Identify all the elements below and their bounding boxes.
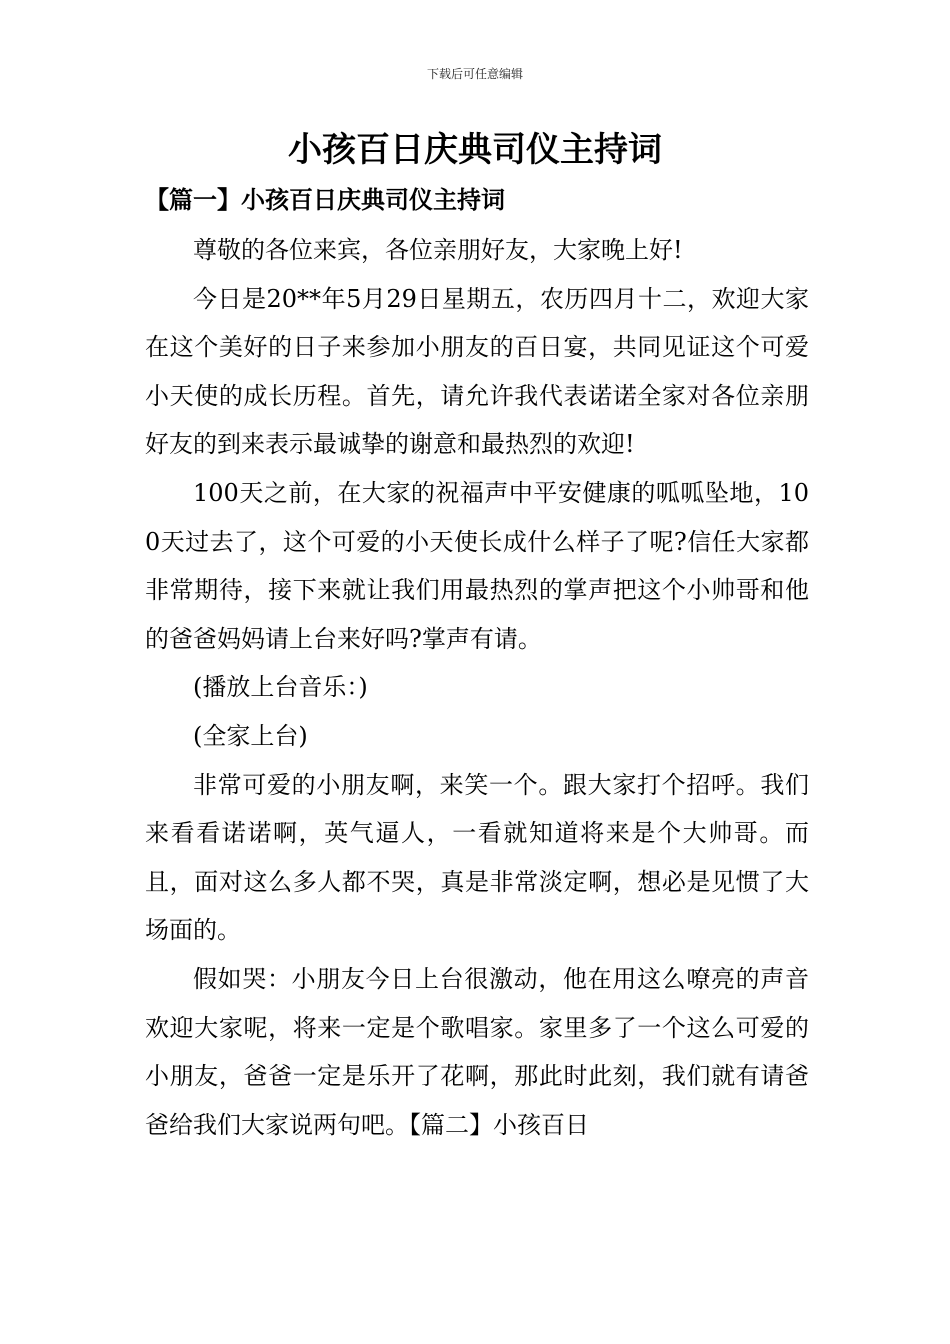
paragraph-welcome: 今日是20**年5月29日星期五，农历四月十二，欢迎大家在这个美好的日子来参加小朋友的百日宴，共同见证这个可爱小天使的成长历程。首先，请允许我代表诺诺全家对各位亲朋好友的到来表示最诚挚的谢意和最热烈的欢迎! — [145, 284, 809, 459]
paragraph-if-crying: 假如哭：小朋友今日上台很激动，他在用这么嘹亮的声音欢迎大家呢，将来一定是个歌唱家。家里多了一个这么可爱的小朋友，爸爸一定是乐开了花啊，那此时此刻，我们就有请爸爸给我们大家说两句吧。【篇二】小孩百日 — [145, 964, 809, 1139]
document-title: 小孩百日庆典司仪主持词 — [288, 130, 662, 170]
paragraph-hundred-days: 100天之前，在大家的祝福声中平安健康的呱呱坠地，100天过去了，这个可爱的小天使长成什么样子了呢?信任大家都非常期待，接下来就让我们用最热烈的掌声把这个小帅哥和他的爸爸妈妈请上台来好吗?掌声有请。 — [145, 478, 809, 653]
paragraph-greeting: 尊敬的各位来宾，各位亲朋好友，大家晚上好! — [193, 236, 683, 264]
section-heading: 【篇一】小孩百日庆典司仪主持词 — [145, 185, 505, 214]
paragraph-cute-baby: 非常可爱的小朋友啊，来笑一个。跟大家打个招呼。我们来看看诺诺啊，英气逼人，一看就知道将来是个大帅哥。而且，面对这么多人都不哭，真是非常淡定啊，想必是见惯了大场面的。 — [145, 770, 809, 945]
header-note: 下载后可任意编辑 — [426, 67, 523, 81]
document-body — [145, 226, 809, 1149]
paragraph-family-on-stage: (全家上台) — [193, 721, 308, 750]
paragraph-stage-music: (播放上台音乐：) — [193, 673, 368, 702]
